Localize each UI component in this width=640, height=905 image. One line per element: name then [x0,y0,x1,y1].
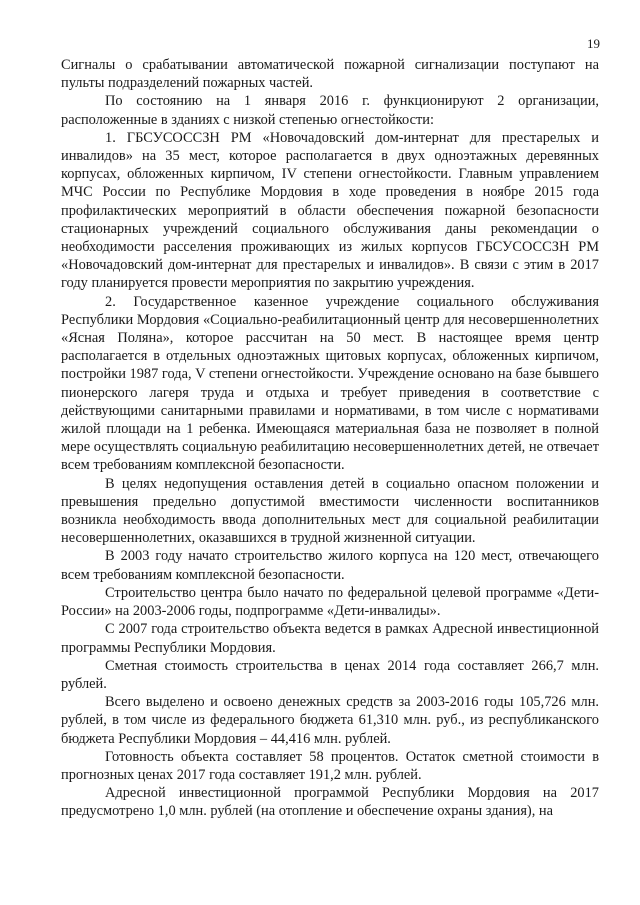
paragraph-investment-program: С 2007 года строительство объекта ведется в рамках Адресной инвестиционной программы Республики Мордовия. [61,621,599,656]
paragraph-fire-alarm-signals: Сигналы о срабатывании автоматической пожарной сигнализации поступают на пульты подразделений пожарных частей. [61,57,599,92]
paragraph-funds-allocated: Всего выделено и освоено денежных средств за 2003-2016 годы 105,726 млн. рублей, в том числе из федерального бюджета 61,310 млн. руб., из республиканского бюджета Республики Мордовия – 44,416 млн. рублей. [61,694,599,747]
paragraph-federal-program: Строительство центра было начато по федеральной целевой программе «Дети-России» на 2003-2006 годы, подпрограмме «Дети-инвалиды». [61,584,599,620]
paragraph-item-2-yasnaya-polyana: 2. Государственное казенное учреждение социального обслуживания Республики Мордовия «Социально-реабилитационный центр для несовершеннолетних «Ясная Поляна», которое рассчитан на 50 мест. В настоящее время центр располагается в отдельных одноэтажных щитовых корпусах, обложенных кирпичом, постройки 1987 года, V степени огнестойкости. Учреждение основано на базе бывшего пионерского лагеря труда и отдыха и требует приведения в соответствие с действующими санитарными правилами и нормативами, в том числе с нормативами жилой площади на 1 ребенка. Имеющаяся материальная база не позволяет в полной мере осуществлять социальную реабилитацию несовершеннолетних детей, не отвечает всем требованиям комплексной безопасности. [61,293,599,474]
document-body [61,56,599,821]
paragraph-readiness: Готовность объекта составляет 58 процентов. Остаток сметной стоимости в прогнозных ценах 2017 года составляет 191,2 млн. рублей. [61,748,599,783]
paragraph-construction-start: В 2003 году начато строительство жилого корпуса на 120 мест, отвечающего всем требованиям комплексной безопасности. [61,548,599,583]
paragraph-2017-allocation: Адресной инвестиционной программой Республики Мордовия на 2017 предусмотрено 1,0 млн. рублей (на отопление и обеспечение охраны здания), на [61,785,599,820]
paragraph-organizations-status: По состоянию на 1 января 2016 г. функционируют 2 организации, расположенные в зданиях с низкой степенью огнестойкости: [61,93,599,128]
paragraph-item-1-novochadovsky: 1. ГБСУСОССЗН РМ «Новочадовский дом-интернат для престарелых и инвалидов» на 35 мест, которое располагается в двух одноэтажных деревянных корпусах, обложенных кирпичом, IV степени огнестойкости. Главным управлением МЧС России по Республике Мордовия в ходе проведения в ноябре 2015 года профилактических мероприятий в области обеспечения пожарной безопасности стационарных учреждений социального обслуживания даны рекомендации о необходимости расселения проживающих из жилых корпусов ГБСУСОССЗН РМ «Новочадовский дом-интернат для престарелых и инвалидов». В связи с этим в 2017 году планируется провести мероприятия по закрытию учреждения. [61,129,599,292]
page-number: 19 [587,36,600,51]
paragraph-estimated-cost: Сметная стоимость строительства в ценах 2014 года составляет 266,7 млн. рублей. [61,657,599,692]
paragraph-additional-places-need: В целях недопущения оставления детей в социально опасном положении и превышения предельно допустимой вместимости численности воспитанников возникла необходимость ввода дополнительных мест для социальной реабилитации несовершеннолетних, оказавшихся в трудной жизненной ситуации. [61,475,599,547]
